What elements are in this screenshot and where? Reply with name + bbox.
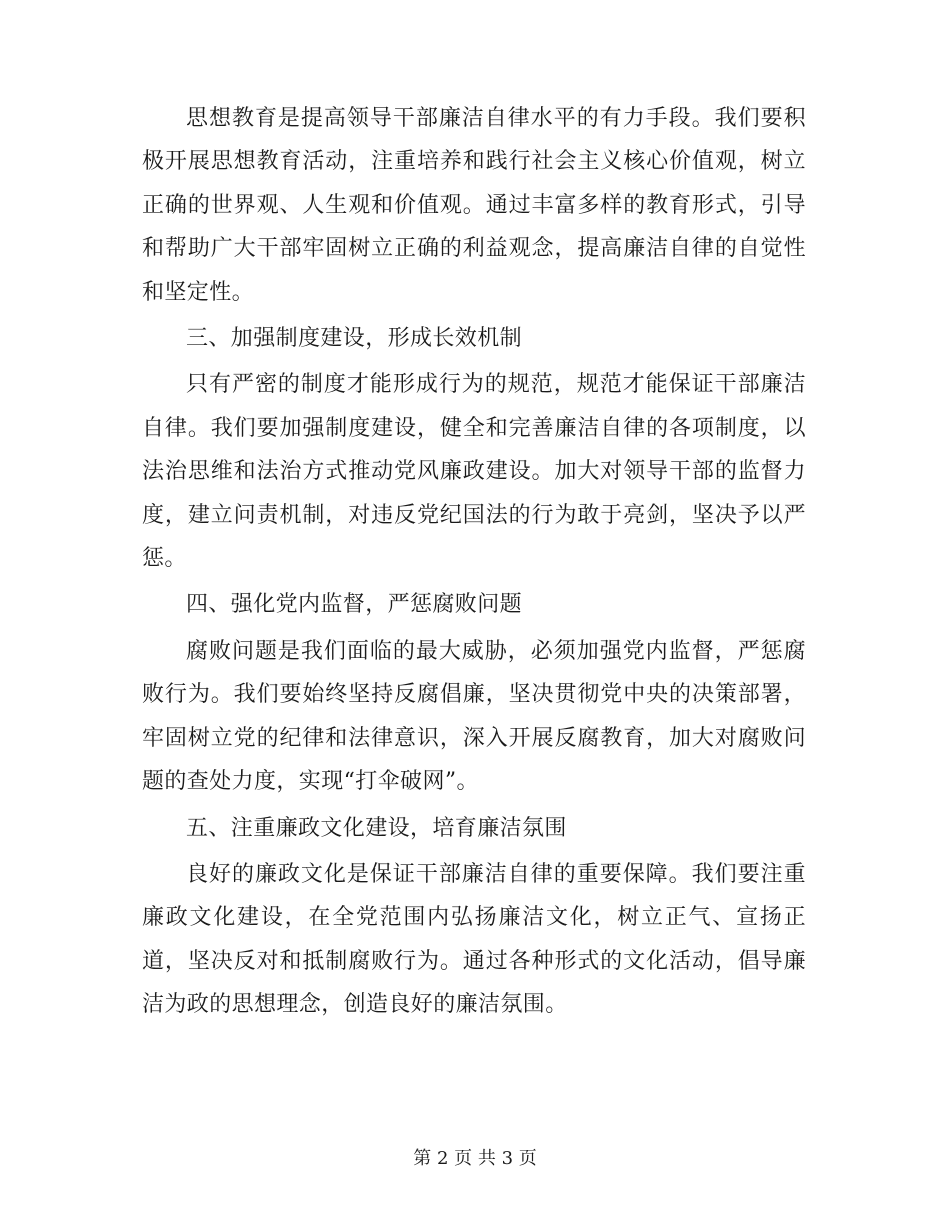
section-heading-5: 五、注重廉政文化建设，培育廉洁氛围 [186,815,567,841]
section-heading-3: 三、加强制度建设，形成长效机制 [186,326,523,352]
page-number: 第 2 页 共 3 页 [413,1148,537,1169]
paragraph-institution-building: 只有严密的制度才能形成行为的规范，规范才能保证干部廉洁自律。我们要加强制度建设，健全和完善廉洁自律的各项制度，以法治思维和法治方式推动党风廉政建设。加大对领导干部的监督力度，建立问责机制，对违反党纪国法的行为敢于亮剑，坚决予以严惩。 [142,372,806,572]
document-body [142,97,806,1027]
section-heading-4: 四、强化党内监督，严惩腐败问题 [186,592,523,618]
paragraph-party-supervision: 腐败问题是我们面临的最大威胁，必须加强党内监督，严惩腐败行为。我们要始终坚持反腐倡廉，坚决贯彻党中央的决策部署，牢固树立党的纪律和法律意识，深入开展反腐教育，加大对腐败问题的查处力度，实现“打伞破网”。 [142,638,806,795]
paragraph-ideological-education: 思想教育是提高领导干部廉洁自律水平的有力手段。我们要积极开展思想教育活动，注重培养和践行社会主义核心价值观，树立正确的世界观、人生观和价值观。通过丰富多样的教育形式，引导和帮助广大干部牢固树立正确的利益观念，提高廉洁自律的自觉性和坚定性。 [142,106,806,305]
paragraph-integrity-culture: 良好的廉政文化是保证干部廉洁自律的重要保障。我们要注重廉政文化建设，在全党范围内弘扬廉洁文化，树立正气、宣扬正道，坚决反对和抵制腐败行为。通过各种形式的文化活动，倡导廉洁为政的思想理念，创造良好的廉洁氛围。 [142,861,806,1018]
